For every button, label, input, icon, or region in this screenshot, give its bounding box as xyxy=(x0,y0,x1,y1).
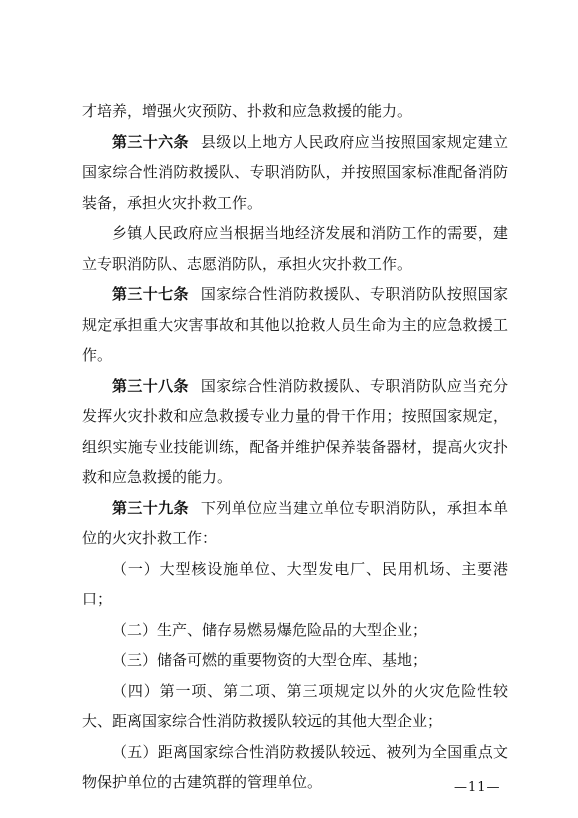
article-text: 县级以上地方人民政府应当按照国家规定建立国家综合性消防救援队、专职消防队，并按照国家标准配备消防装备，承担火灾扑救工作。 xyxy=(82,132,508,212)
article-number: 第三十六条 xyxy=(112,132,189,151)
article-text: 国家综合性消防救援队、专职消防队按照国家规定承担重大灾害事故和其他以抢救人员生命为主的应急救援工作。 xyxy=(82,285,508,364)
paragraph-3: 乡镇人民政府应当根据当地经济发展和消防工作的需要，建立专职消防队、志愿消防队，承担火灾扑救工作。 xyxy=(82,224,508,273)
body-text xyxy=(82,96,508,798)
article-number: 第三十八条 xyxy=(112,376,189,395)
list-item-3: （三）储备可燃的重要物资的大型仓库、基地； xyxy=(112,651,428,669)
list-item-4: （四）第一项、第二项、第三项规定以外的火灾危险性较大、距离国家综合性消防救援队较远的其他大型企业； xyxy=(82,681,508,730)
list-item-2: （二）生产、储存易燃易爆危险品的大型企业； xyxy=(112,620,428,639)
paragraph-1: 才培养，增强火灾预防、扑救和应急救援的能力。 xyxy=(82,102,413,120)
paragraph-article-39 xyxy=(82,493,508,554)
paragraph-article-37 xyxy=(82,279,508,371)
paragraph-article-38 xyxy=(82,371,508,493)
list-item-5: （五）距离国家综合性消防救援队较远、被列为全国重点文物保护单位的古建筑群的管理单位。 xyxy=(82,742,508,791)
article-text: 下列单位应当建立单位专职消防队，承担本单位的火灾扑救工作： xyxy=(82,498,508,547)
article-number: 第三十七条 xyxy=(112,285,189,303)
article-number: 第三十九条 xyxy=(112,498,189,517)
page-number: —11— xyxy=(454,780,501,795)
list-item-1: （一）大型核设施单位、大型发电厂、民用机场、主要港口； xyxy=(82,559,508,608)
paragraph-article-36 xyxy=(82,127,508,219)
article-text: 国家综合性消防救援队、专职消防队应当充分发挥火灾扑救和应急救援专业力量的骨干作用；按照国家规定，组织实施专业技能训练，配备并维护保养装备器材，提高火灾扑救和应急救援的能力。 xyxy=(82,376,508,486)
